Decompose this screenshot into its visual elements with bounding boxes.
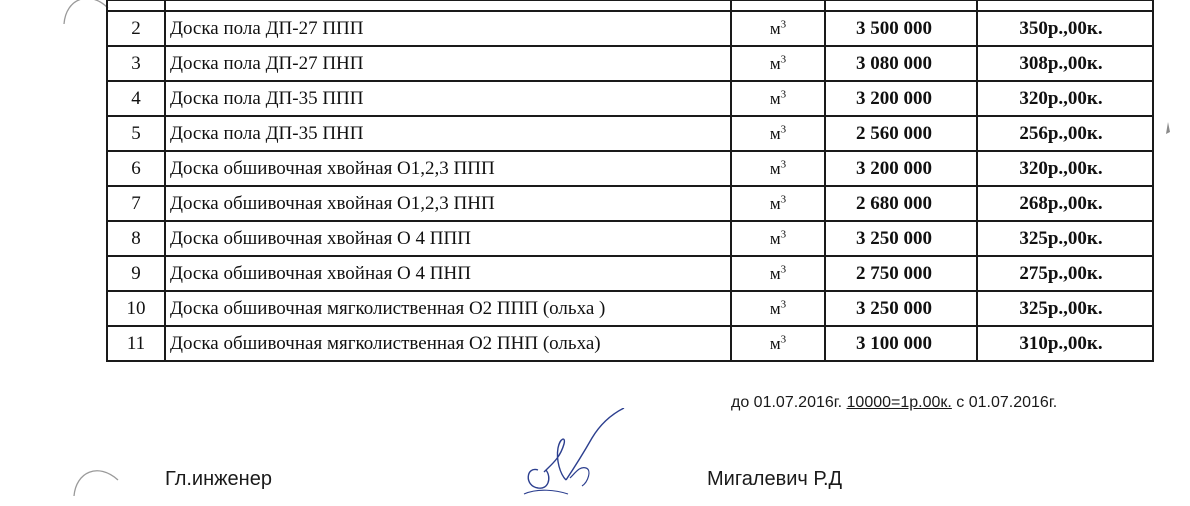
signer-title: Гл.инженер (165, 468, 272, 490)
unit-text: м (769, 123, 781, 143)
product-name-cell: Доска обшивочная мягколиственная О2 ПНП (ольха) (165, 326, 731, 361)
scan-speck-icon (1162, 122, 1174, 140)
price-denominated-cell: 320р.,00к. (977, 81, 1153, 116)
row-number-cell: 8 (107, 221, 165, 256)
handwritten-signature (508, 408, 638, 500)
table-row (107, 11, 1153, 46)
table-row (107, 256, 1153, 291)
product-name-cell: Доска обшивочная хвойная О 4 ПНП (165, 256, 731, 291)
price-denominated-cell: 308р.,00к. (977, 46, 1153, 81)
product-name-cell: Доска пола ДП-27 ПНП (165, 46, 731, 81)
price-rub-cell: 3 100 000 (825, 326, 977, 361)
table-row (107, 81, 1153, 116)
price-rub-cell: 3 200 000 (825, 151, 977, 186)
unit-exponent: 3 (780, 262, 787, 275)
unit-text: м (769, 158, 781, 178)
unit-exponent: 3 (780, 192, 787, 205)
price-rub-cell: 3 200 000 (825, 81, 977, 116)
denomination-note (731, 394, 1057, 412)
note-denomination-rate: 10000=1р.00к. (846, 394, 952, 411)
row-number-cell: 9 (107, 256, 165, 291)
unit-cell (731, 11, 825, 46)
product-name-cell: Доска обшивочная мягколиственная О2 ППП (ольха ) (165, 291, 731, 326)
unit-cell (731, 116, 825, 151)
unit-text: м (769, 193, 781, 213)
unit-cell (731, 151, 825, 186)
unit-cell (731, 256, 825, 291)
unit-text: м (769, 53, 781, 73)
table-row (107, 116, 1153, 151)
row-number-cell: 11 (107, 326, 165, 361)
unit-cell (731, 186, 825, 221)
price-table-body (107, 0, 1153, 361)
price-rub-cell: 2 680 000 (825, 186, 977, 221)
punch-hole-mark-icon (68, 456, 128, 506)
unit-exponent: 3 (780, 87, 787, 100)
unit-exponent: 3 (780, 227, 787, 240)
table-row (107, 326, 1153, 361)
table-row (107, 291, 1153, 326)
table-header-row-fragment (107, 0, 1153, 11)
row-number-cell: 10 (107, 291, 165, 326)
price-denominated-cell: 268р.,00к. (977, 186, 1153, 221)
unit-cell (731, 221, 825, 256)
product-name-cell: Доска пола ДП-35 ПНП (165, 116, 731, 151)
price-denominated-cell: 310р.,00к. (977, 326, 1153, 361)
unit-text: м (769, 298, 781, 318)
note-date-after: с 01.07.2016г. (951, 394, 1058, 411)
unit-exponent: 3 (780, 52, 787, 65)
unit-cell (731, 46, 825, 81)
price-rub-cell: 2 750 000 (825, 256, 977, 291)
unit-exponent: 3 (780, 17, 787, 30)
unit-text: м (769, 263, 781, 283)
unit-text: м (769, 18, 781, 38)
product-name-cell: Доска пола ДП-27 ППП (165, 11, 731, 46)
price-table (106, 0, 1154, 362)
price-denominated-cell: 275р.,00к. (977, 256, 1153, 291)
price-denominated-cell: 350р.,00к. (977, 11, 1153, 46)
signer-name: Мигалевич Р.Д (707, 468, 843, 490)
unit-text: м (769, 333, 781, 353)
row-number-cell: 7 (107, 186, 165, 221)
price-rub-cell: 3 250 000 (825, 291, 977, 326)
price-rub-cell: 3 080 000 (825, 46, 977, 81)
note-date-before: до 01.07.2016г. (731, 394, 847, 411)
price-denominated-cell: 256р.,00к. (977, 116, 1153, 151)
product-name-cell: Доска обшивочная хвойная О 4 ППП (165, 221, 731, 256)
product-name-cell: Доска пола ДП-35 ППП (165, 81, 731, 116)
price-denominated-cell: 325р.,00к. (977, 291, 1153, 326)
row-number-cell: 3 (107, 46, 165, 81)
price-rub-cell: 3 250 000 (825, 221, 977, 256)
row-number-cell: 6 (107, 151, 165, 186)
unit-exponent: 3 (780, 157, 787, 170)
unit-cell (731, 81, 825, 116)
table-row (107, 151, 1153, 186)
row-number-cell: 4 (107, 81, 165, 116)
unit-exponent: 3 (780, 332, 787, 345)
table-row (107, 46, 1153, 81)
row-number-cell: 2 (107, 11, 165, 46)
price-denominated-cell: 325р.,00к. (977, 221, 1153, 256)
price-rub-cell: 3 500 000 (825, 11, 977, 46)
table-row (107, 186, 1153, 221)
unit-exponent: 3 (780, 122, 787, 135)
unit-cell (731, 291, 825, 326)
row-number-cell: 5 (107, 116, 165, 151)
product-name-cell: Доска обшивочная хвойная О1,2,3 ПНП (165, 186, 731, 221)
unit-text: м (769, 228, 781, 248)
unit-text: м (769, 88, 781, 108)
price-denominated-cell: 320р.,00к. (977, 151, 1153, 186)
product-name-cell: Доска обшивочная хвойная О1,2,3 ППП (165, 151, 731, 186)
table-row (107, 221, 1153, 256)
unit-exponent: 3 (780, 297, 787, 310)
unit-cell (731, 326, 825, 361)
price-rub-cell: 2 560 000 (825, 116, 977, 151)
